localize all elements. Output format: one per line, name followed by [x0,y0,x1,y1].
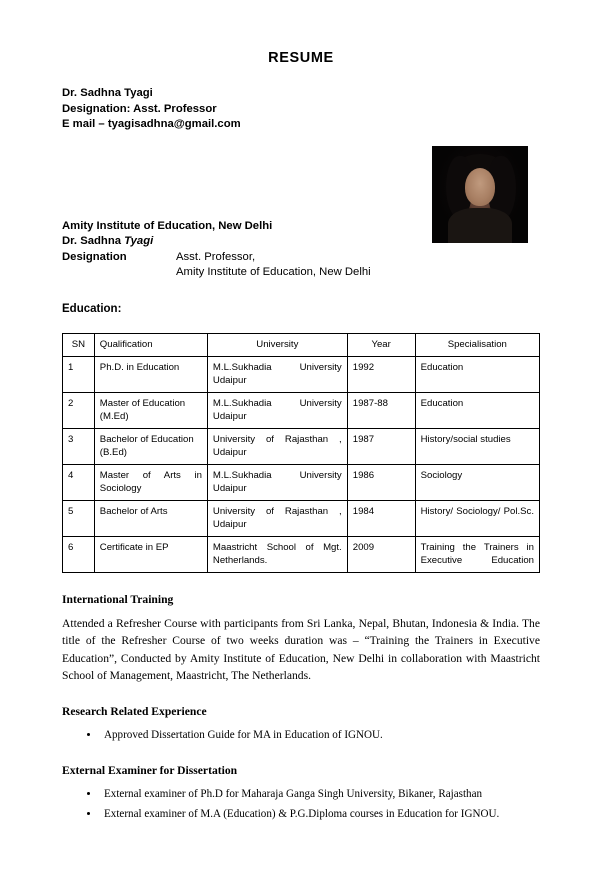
cell-university: M.L.Sukhadia University Udaipur [207,392,347,428]
column-header-qualification: Qualification [94,333,207,356]
cell-specialisation: Education [415,356,539,392]
cell-year: 1984 [347,500,415,536]
external-examiner-list [62,785,540,823]
table-row [63,428,540,464]
column-header-year: Year [347,333,415,356]
table-header-row [63,333,540,356]
candidate-email: E mail – tyagisadhna@gmail.com [62,118,241,130]
cell-year: 1987 [347,428,415,464]
cell-sn: 5 [63,500,95,536]
table-row [63,356,540,392]
cell-year: 1992 [347,356,415,392]
table-row [63,500,540,536]
table-row [63,464,540,500]
list-item: • External examiner of M.A (Education) & P.G.Diploma courses in Education for IGNOU. [100,805,540,823]
cell-qualification: Master of Education (M.Ed) [94,392,207,428]
cell-qualification: Bachelor of Education (B.Ed) [94,428,207,464]
column-header-university: University [207,333,347,356]
contact-header [62,86,540,133]
cell-specialisation: Education [415,392,539,428]
affiliation-person-surname: Tyagi [124,235,154,247]
document-content [62,0,540,825]
affiliation-person-prefix: Dr. Sadhna [62,235,125,247]
international-training-paragraph: Attended a Refresher Course with participants from Sri Lanka, Nepal, Bhutan, Indonesia & India. The title of the Refresher Course of two weeks duration was – “Training the Trainers in Executive Education”, Conducted by Amity Institute of Education, New Delhi in collaboration with Maastricht School of Management, Maastricht, The Netherlands. [62,616,540,682]
cell-specialisation: Sociology [415,464,539,500]
designation-value-second-line: Amity Institute of Education, New Delhi [176,266,371,278]
column-header-sn: SN [63,333,95,356]
table-row [63,392,540,428]
cell-qualification: Master of Arts in Sociology [94,464,207,500]
institute-name: Amity Institute of Education, New Delhi [62,219,273,232]
cell-university: University of Rajasthan , Udaipur [207,500,347,536]
table-row [63,536,540,572]
affiliation-block [62,219,540,281]
education-heading: Education: [62,302,122,315]
cell-sn: 6 [63,536,95,572]
designation-label: Designation [62,250,127,263]
candidate-name: Dr. Sadhna Tyagi [62,87,153,99]
designation-value: Asst. Professor, [176,250,256,263]
cell-university: University of Rajasthan , Udaipur [207,428,347,464]
cell-year: 2009 [347,536,415,572]
affiliation-designation-row [62,250,540,266]
cell-qualification: Ph.D. in Education [94,356,207,392]
international-training-heading: International Training [62,592,174,606]
affiliation-person [62,234,540,250]
cell-specialisation: History/social studies [415,428,539,464]
candidate-designation: Designation: Asst. Professor [62,102,217,115]
cell-qualification: Bachelor of Arts [94,500,207,536]
cell-sn: 3 [63,428,95,464]
page-title: RESUME [268,50,334,66]
cell-specialisation: Training the Trainers in Executive Education [415,536,539,572]
cell-year: 1986 [347,464,415,500]
cell-university: M.L.Sukhadia University Udaipur [207,356,347,392]
list-item: • External examiner of Ph.D for Maharaja Ganga Singh University, Bikaner, Rajasthan [100,785,540,803]
cell-sn: 2 [63,392,95,428]
external-examiner-heading: External Examiner for Dissertation [62,763,238,777]
cell-specialisation: History/ Sociology/ Pol.Sc. [415,500,539,536]
cell-qualification: Certificate in EP [94,536,207,572]
cell-university: M.L.Sukhadia University Udaipur [207,464,347,500]
list-item: • Approved Dissertation Guide for MA in Education of IGNOU. [100,726,540,744]
cell-university: Maastricht School of Mgt. Netherlands. [207,536,347,572]
cell-sn: 1 [63,356,95,392]
research-experience-heading: Research Related Experience [62,704,207,718]
research-experience-list [62,726,540,744]
cell-year: 1987-88 [347,392,415,428]
education-table [62,333,540,573]
cell-sn: 4 [63,464,95,500]
column-header-specialisation: Specialisation [415,333,539,356]
